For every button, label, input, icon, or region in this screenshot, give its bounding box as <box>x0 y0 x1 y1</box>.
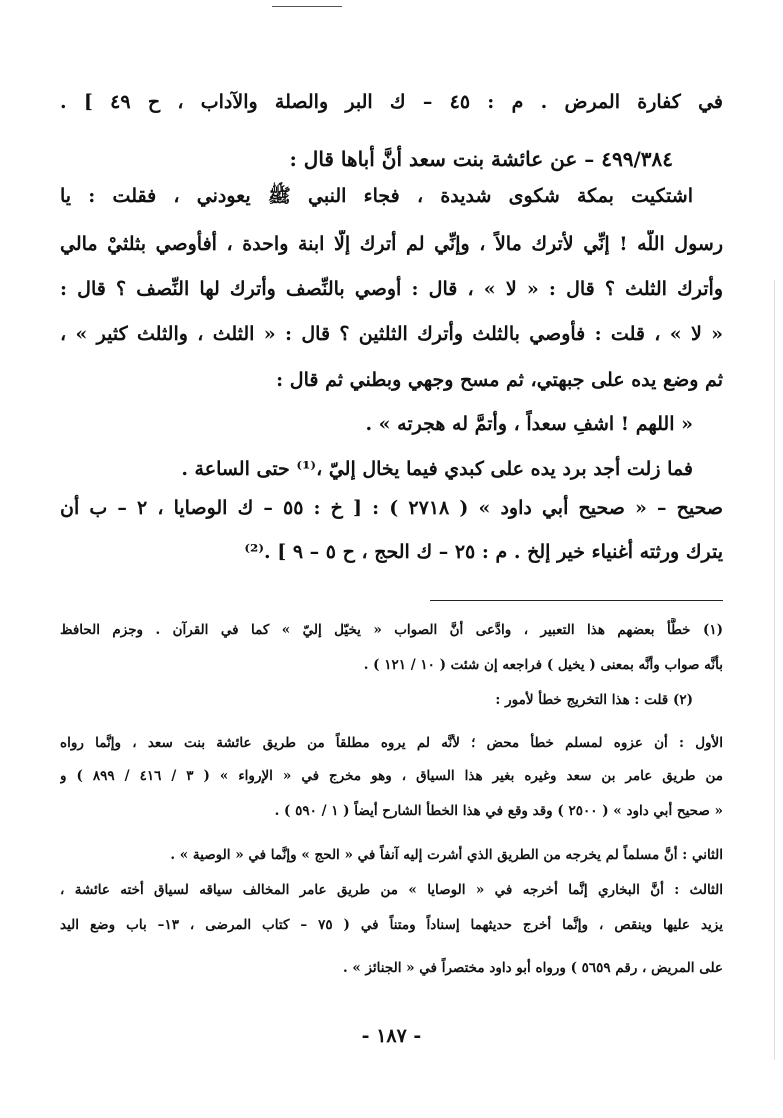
footnote-separator <box>430 600 723 601</box>
text-line-1: في كفارة المرض . م : ٤٥ – ك البر والصلة والآداب ، ح ٤٩ ] . <box>60 91 723 113</box>
footnote-line-4: الأول : أن عزوه لمسلم خطأ محض ؛ لأنَّه لم يروه مطلقاً من طريق عائشة بنت سعد ، وإنَّما رواه <box>60 735 723 751</box>
footnote-line-3: (٢) قلت : هذا التخريج خطأ لأمور : <box>495 692 693 708</box>
text-line-5: وأترك الثلث ؟ قال : « لا » ، قال : أوصي بالنِّصف وأترك لها النِّصف ؟ قال : <box>60 278 723 300</box>
text-line-11: يترك ورثته أغنياء خير إلخ . م : ٢٥ – ك الحج ، ح ٥ – ٩ ] .⁽²⁾ <box>244 541 723 563</box>
grading-line: صحيح – « صحيح أبي داود » ( ٢٧١٨ ) : [ خ : ٥٥ – ك الوصايا ، ٢ – ب أن <box>60 497 723 519</box>
page-number: - ١٨٧ - <box>361 1025 422 1047</box>
hadith-number-heading: ٤٩٩/٣٨٤ – عن عائشة بنت سعد أنَّ أباها قال : <box>289 147 673 171</box>
text-line-3: اشتكيت بمكة شكوى شديدة ، فجاء النبي ﷺ يعودني ، فقلت : يا <box>60 185 693 207</box>
footnote-line-5: من طريق عامر بن سعد وغيره بغير هذا السياق ، وهو مخرج في « الإرواء » ( ٣ / ٤١٦ / ٨٩٩ ) و <box>60 768 723 784</box>
page-edge-line <box>774 280 775 1060</box>
footnote-line-8: الثالث : أنَّ البخاري إنَّما أخرجه في « الوصايا » من طريق عامر المخالف سياقه لسياق أخته عائشة ، <box>60 882 723 898</box>
footnote-line-9: يزيد عليها وينقص ، وإنَّما أخرج حديثهما إسناداً ومتناً في ( ٧٥ – كتاب المرضى ، ١٣– باب وضع اليد <box>60 917 723 933</box>
text-line-7: ثم وضع يده على جبهتي، ثم مسح وجهي وبطني ثم قال : <box>276 369 723 391</box>
footnote-line-10: على المريض ، رقم ٥٦٥٩ ) ورواه أبو داود مختصراً في « الجنائز » . <box>342 960 723 976</box>
text-line-9: فما زلت أجد برد يده على كبدي فيما يخال إليّ ،⁽¹⁾ حتى الساعة . <box>181 458 693 480</box>
top-rule <box>272 6 342 7</box>
prayer-line: « اللهم ! اشفِ سعداً ، وأتمَّ له هجرته » . <box>365 413 693 435</box>
text-line-6: « لا » ، قلت : فأوصي بالثلث وأترك الثلثين ؟ قال : « الثلث ، والثلث كثير » ، <box>60 323 723 345</box>
text-line-4: رسول اللّه ! إنِّي لأترك مالاً ، وإنِّي لم أترك إلّا ابنة واحدة ، أفأوصي بثلثيْ مالي <box>60 233 723 255</box>
footnote-line-6: « صحيح أبي داود » ( ٢٥٠٠ ) وقد وقع في هذا الخطأ الشارح أيضاً ( ١ / ٥٩٠ ) . <box>274 803 723 819</box>
footnote-line-1: (١) خطَّأ بعضهم هذا التعبير ، وادَّعى أنَّ الصواب « يخيّل إليّ » كما في القرآن . وجزم الحافظ <box>60 622 723 638</box>
footnote-line-7: الثاني : أنَّ مسلماً لم يخرجه من الطريق الذي أشرت إليه آنفاً في « الحج » وإنَّما في « الوصية » . <box>170 847 723 863</box>
footnote-line-2: بأنَّه صواب وأنَّه بمعنى ( يخيل ) فراجعه إن شئت ( ١٠ / ١٢١ ) . <box>363 657 723 673</box>
